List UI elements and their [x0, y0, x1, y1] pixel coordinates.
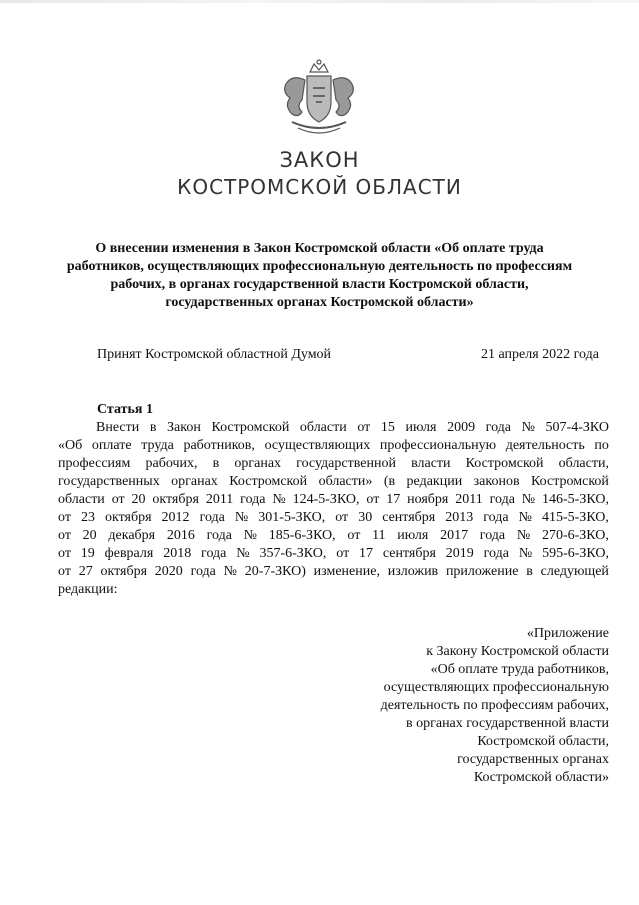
article-word: от [58, 528, 71, 543]
adopted-by: Принят Костромской областной Думой [97, 347, 332, 362]
article-word: оплате [91, 438, 132, 453]
article-word: труда [141, 438, 174, 453]
law-title-line-2: КОСТРОМСКОЙ ОБЛАСТИ [177, 175, 462, 199]
article-word: 2013 [445, 510, 474, 525]
article-line [58, 527, 609, 545]
article-word: № [243, 528, 257, 543]
appendix-line: деятельность по профессиям рабочих, [380, 698, 609, 713]
heading-line: государственных органах Костромской области» [165, 295, 474, 310]
article-word: от [58, 546, 71, 561]
appendix-line: «Приложение [526, 626, 609, 641]
article-body [58, 419, 609, 599]
appendix-line: осуществляющих профессиональную [383, 680, 609, 695]
article-word: (в [383, 474, 396, 489]
article-line [58, 545, 609, 563]
appendix-header [279, 625, 609, 787]
article-word: работников, [183, 438, 255, 453]
heading-line: работников, осуществляющих профессиональную деятельность по профессиям [66, 259, 573, 274]
appendix-line: Костромской области, [477, 734, 609, 749]
article-word: года [483, 546, 509, 561]
article-line [58, 455, 609, 473]
article-word: года [485, 420, 511, 435]
article-word: государственной [296, 456, 396, 471]
article-word: 595-6-ЗКО, [542, 546, 609, 561]
article-word: 17 [359, 546, 374, 561]
article-word: от [366, 492, 380, 507]
article-word: профессиям [58, 456, 131, 471]
adopted-date: 21 апреля 2022 года [481, 347, 599, 362]
article-word: в [149, 420, 157, 435]
article-word: от [335, 510, 349, 525]
article-line [58, 509, 609, 527]
article-line [58, 563, 609, 581]
article-word: законов [473, 474, 520, 489]
article-word: № [518, 546, 533, 561]
article-word: редакции: [58, 582, 118, 597]
article-word: 270-6-ЗКО, [541, 528, 609, 543]
law-title-line-1: ЗАКОН [279, 148, 360, 172]
appendix-line: государственных органах [457, 752, 609, 767]
article-word: 11 [372, 528, 386, 543]
article-line [58, 437, 609, 455]
article-word: 2019 [445, 546, 474, 561]
appendix-line: Костромской области» [473, 770, 609, 785]
article-word: органах [234, 456, 282, 471]
article-word: приложение [445, 564, 519, 579]
article-word: года [199, 510, 225, 525]
article-word: Костромской [531, 474, 609, 489]
article-word: года [489, 492, 515, 507]
appendix-line: к Закону Костромской области [426, 644, 609, 659]
article-word: Костромской [229, 474, 308, 489]
article-word: 124-5-ЗКО, [292, 492, 360, 507]
article-word: № [518, 510, 532, 525]
article-word: 2017 [440, 528, 469, 543]
article-word: осуществляющих [264, 438, 371, 453]
article-word: декабря [108, 528, 156, 543]
article-word: 2018 [163, 546, 192, 561]
article-word: 20 [82, 528, 97, 543]
article-word: № [272, 492, 286, 507]
article-word: 17 [386, 492, 401, 507]
article-word: № [521, 420, 535, 435]
article-word: 15 [380, 420, 395, 435]
article-word: октября [100, 564, 148, 579]
article-word: Закон [167, 420, 201, 435]
article-word: от [357, 420, 371, 435]
article-word: от [347, 528, 361, 543]
article-word: власти [411, 456, 451, 471]
article-word: профессиональную [379, 438, 497, 453]
heading-line: О внесении изменения в Закон Костромской области «Об оплате труда [95, 241, 544, 256]
article-word: 415-5-ЗКО, [541, 510, 609, 525]
article-word: в [212, 456, 220, 471]
article-word: редакции [406, 474, 463, 489]
article-word: июля [397, 528, 429, 543]
article-word: 19 [80, 546, 95, 561]
article-word: рабочих, [145, 456, 198, 471]
article-word: года [206, 528, 232, 543]
article-word: государственных [58, 474, 160, 489]
article-word: июля [405, 420, 437, 435]
article-word: 2009 [447, 420, 476, 435]
article-line [58, 419, 609, 437]
article-word: Костромской [211, 420, 290, 435]
scan-artifact [0, 0, 639, 3]
article-word: № [234, 510, 249, 525]
article-word: в [526, 564, 533, 579]
article-word: № [236, 546, 250, 561]
article-word: 30 [358, 510, 373, 525]
article-line [58, 581, 609, 599]
article-word: 507-4-ЗКО [545, 420, 609, 435]
article-word: сентября [382, 546, 436, 561]
article-word: 20 [131, 492, 146, 507]
article-word: октября [104, 510, 152, 525]
article-word: 185-6-ЗКО, [268, 528, 336, 543]
article-word: № [223, 564, 238, 579]
article-word: 20-7-ЗКО) [244, 564, 306, 579]
article-word: сентября [382, 510, 436, 525]
article-word: от [58, 564, 71, 579]
kostroma-coat-of-arms-icon [272, 58, 366, 140]
appendix-line: в органах государственной власти [406, 716, 609, 731]
article-word: ноября [407, 492, 449, 507]
article-word: Внести [96, 420, 140, 435]
article-word: области [299, 420, 347, 435]
heading-line: рабочих, в органах государственной власти Костромской области, [110, 277, 529, 292]
article-word: 301-5-ЗКО, [258, 510, 326, 525]
article-word: года [190, 564, 216, 579]
article-word: органах [171, 474, 218, 489]
article-word: изменение, [313, 564, 380, 579]
article-word: 2011 [455, 492, 483, 507]
article-word: деятельность [505, 438, 585, 453]
article-word: от [58, 510, 71, 525]
article-word: № [521, 492, 536, 507]
article-word: № [516, 528, 531, 543]
article-word: области, [558, 456, 609, 471]
article-word: 146-5-ЗКО, [542, 492, 609, 507]
article-word: 23 [80, 510, 95, 525]
appendix-line: «Об оплате труда работников, [430, 662, 609, 677]
article-word: следующей [540, 564, 609, 579]
article-word: 2016 [166, 528, 195, 543]
article-word: от [336, 546, 350, 561]
article-line [58, 473, 609, 491]
article-word: года [240, 492, 266, 507]
article-word: от [111, 492, 125, 507]
article-word: года [479, 528, 506, 543]
article-line [58, 491, 609, 509]
article-word: 2011 [205, 492, 234, 507]
article-word: октября [152, 492, 199, 507]
article-word: 357-6-ЗКО, [259, 546, 327, 561]
article-word: года [483, 510, 509, 525]
article-word: Костромской [465, 456, 544, 471]
article-word: области [58, 492, 105, 507]
law-heading [60, 240, 579, 312]
article-word: изложив [387, 564, 439, 579]
article-word: области» [318, 474, 373, 489]
article-word: 2020 [154, 564, 183, 579]
article-word: февраля [104, 546, 154, 561]
article-word: «Об [58, 438, 83, 453]
article-title: Статья 1 [97, 402, 153, 417]
article-word: по [594, 438, 609, 453]
article-word: года [201, 546, 227, 561]
article-word: 2012 [161, 510, 190, 525]
article-word: 27 [78, 564, 93, 579]
